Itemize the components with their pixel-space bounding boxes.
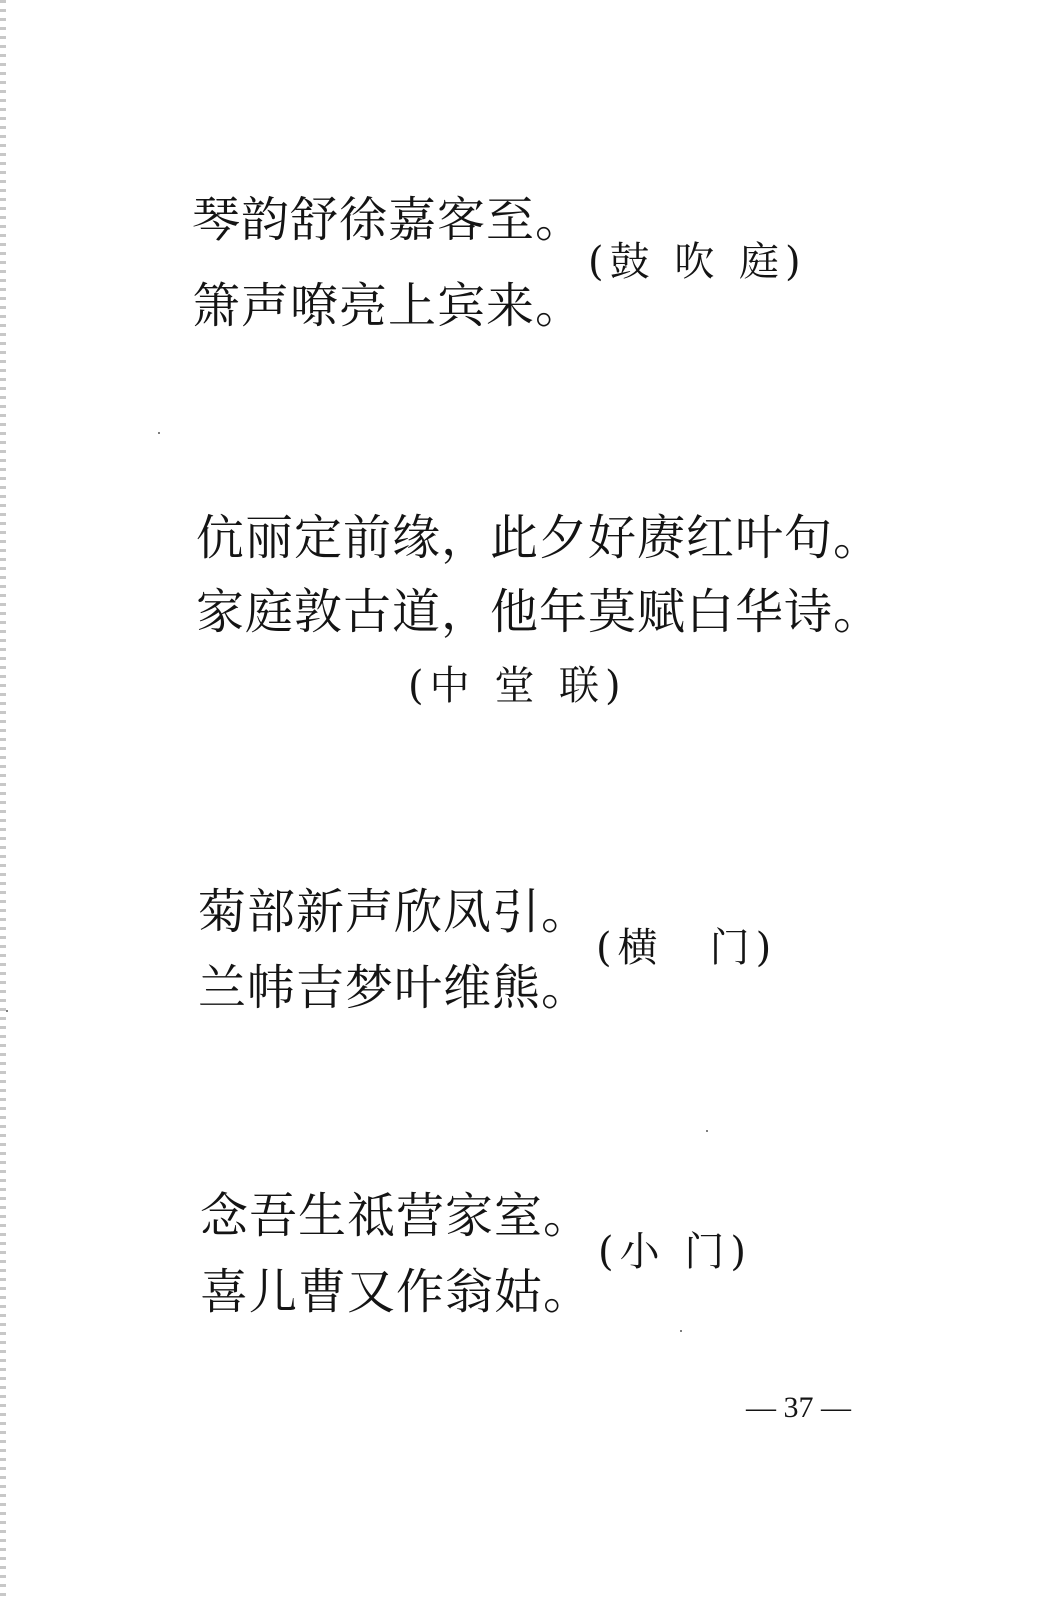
- couplet-line: 家庭敦古道，他年莫赋白华诗。: [196, 584, 883, 640]
- couplet-line: 箫声嘹亮上宾来。: [192, 278, 585, 334]
- couplet-line: 琴韵舒徐嘉客至。: [192, 192, 585, 248]
- couplet-line: 兰帏吉梦叶维熊。: [198, 960, 591, 1016]
- couplet-line: 念吾生祗营家室。: [200, 1188, 593, 1244]
- couplet-location-label: (小 门): [598, 1229, 752, 1275]
- couplet-line: 菊部新声欣凤引。: [198, 884, 591, 940]
- couplet-location-label: (鼓 吹 庭): [588, 239, 807, 285]
- page-number: — 37 —: [746, 1391, 851, 1424]
- couplet-location-label: (中 堂 联): [408, 663, 627, 709]
- couplet-line: 喜儿曹又作翁姑。: [200, 1264, 593, 1320]
- print-speck: [706, 1130, 708, 1132]
- print-speck: [158, 432, 160, 434]
- couplet-location-label: (横 门): [596, 925, 778, 971]
- couplet-line: 伉丽定前缘，此夕好赓红叶句。: [196, 510, 883, 566]
- print-speck: [680, 1330, 682, 1332]
- page-binding-edge: [0, 0, 6, 1600]
- print-speck: [6, 1010, 8, 1012]
